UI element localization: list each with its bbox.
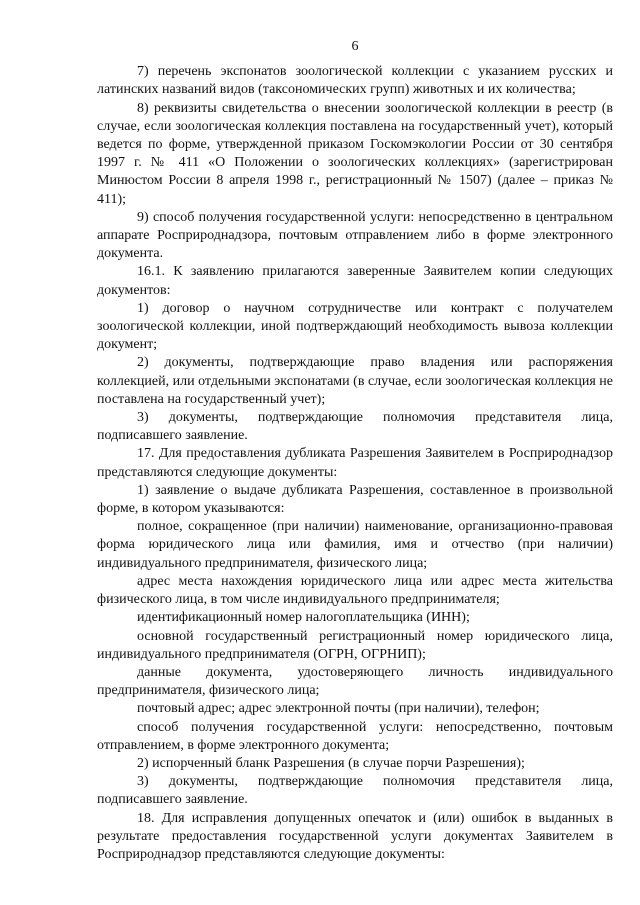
paragraph-attachment-3: 3) документы, подтверждающие полномочия представителя лица, подписавшего заявление. <box>97 410 613 444</box>
paragraph-17-duplicate: 17. Для предоставления дубликата Разрешения Заявителем в Росприроднадзор представляются следующие документы: <box>97 446 613 480</box>
page-number: 6 <box>351 39 359 54</box>
paragraph-ogrn: основной государственный регистрационный номер юридического лица, индивидуального предпринимателя (ОГРН, ОГРНИП); <box>97 628 613 662</box>
paragraph-attachment-2: 2) документы, подтверждающие право владения или распоряжения коллекцией, или отдельными экспонатами (в случае, если зоологическая коллекция не поставлена на государственный учет); <box>97 355 613 407</box>
paragraph-postal-address: почтовый адрес; адрес электронной почты (при наличии), телефон; <box>137 701 540 717</box>
paragraph-8-certificate-details: 8) реквизиты свидетельства о внесении зоологической коллекции в реестр (в случае, если зоологическая коллекция поставлена на государственный учет), который ведется по форме, утвержденной приказом Госкомэкологии России от 30 сентября 1997 г. № 411 «О Положении о зоологических коллекциях» (зарегистрирован Минюстом России 8 апреля 1998 г., регистрационный № 1507) (далее – приказ № 411); <box>97 100 613 207</box>
paragraph-9-service-method: 9) способ получения государственной услуги: непосредственно в центральном аппарате Росприроднадзора, почтовым отправлением либо в форме электронного документа. <box>97 209 613 262</box>
paragraph-address: адрес места нахождения юридического лица или адрес места жительства физического лица, в том числе индивидуального предпринимателя; <box>97 573 613 608</box>
document-page <box>97 38 613 864</box>
paragraph-full-name: полное, сокращенное (при наличии) наименование, организационно-правовая форма юридического лица или фамилия, имя и отчество (при наличии) индивидуального предпринимателя, физического лица; <box>97 519 613 571</box>
paragraph-16-1-attachments: 16.1. К заявлению прилагаются заверенные Заявителем копии следующих документов: <box>97 264 613 298</box>
paragraph-identity-document: данные документа, удостоверяющего личность индивидуального предпринимателя, физического лица; <box>97 664 613 699</box>
paragraph-attachment-1: 1) договор о научном сотрудничестве или контракт с получателем зоологической коллекции, иной подтверждающий необходимость вывоза коллекции документ; <box>97 300 613 353</box>
paragraph-18-corrections: 18. Для исправления допущенных опечаток и (или) ошибок в выданных в результате предоставления государственной услуги документах Заявителем в Росприроднадзор представляются следующие документы: <box>97 810 613 862</box>
paragraph-damaged-form: 2) испорченный бланк Разрешения (в случае порчи Разрешения); <box>137 755 525 771</box>
paragraph-authority-documents: 3) документы, подтверждающие полномочия представителя лица, подписавшего заявление. <box>97 774 613 808</box>
paragraph-7-exhibits-list: 7) перечень экспонатов зоологической коллекции с указанием русских и латинских названий видов (таксономических групп) животных и их количества; <box>97 64 613 98</box>
paragraph-receipt-method: способ получения государственной услуги: непосредственно, почтовым отправлением, в форме электронного документа; <box>97 719 613 753</box>
paragraph-inn: идентификационный номер налогоплательщика (ИНН); <box>137 610 470 626</box>
paragraph-duplicate-application: 1) заявление о выдаче дубликата Разрешения, составленное в произвольной форме, в котором указываются: <box>97 482 613 517</box>
